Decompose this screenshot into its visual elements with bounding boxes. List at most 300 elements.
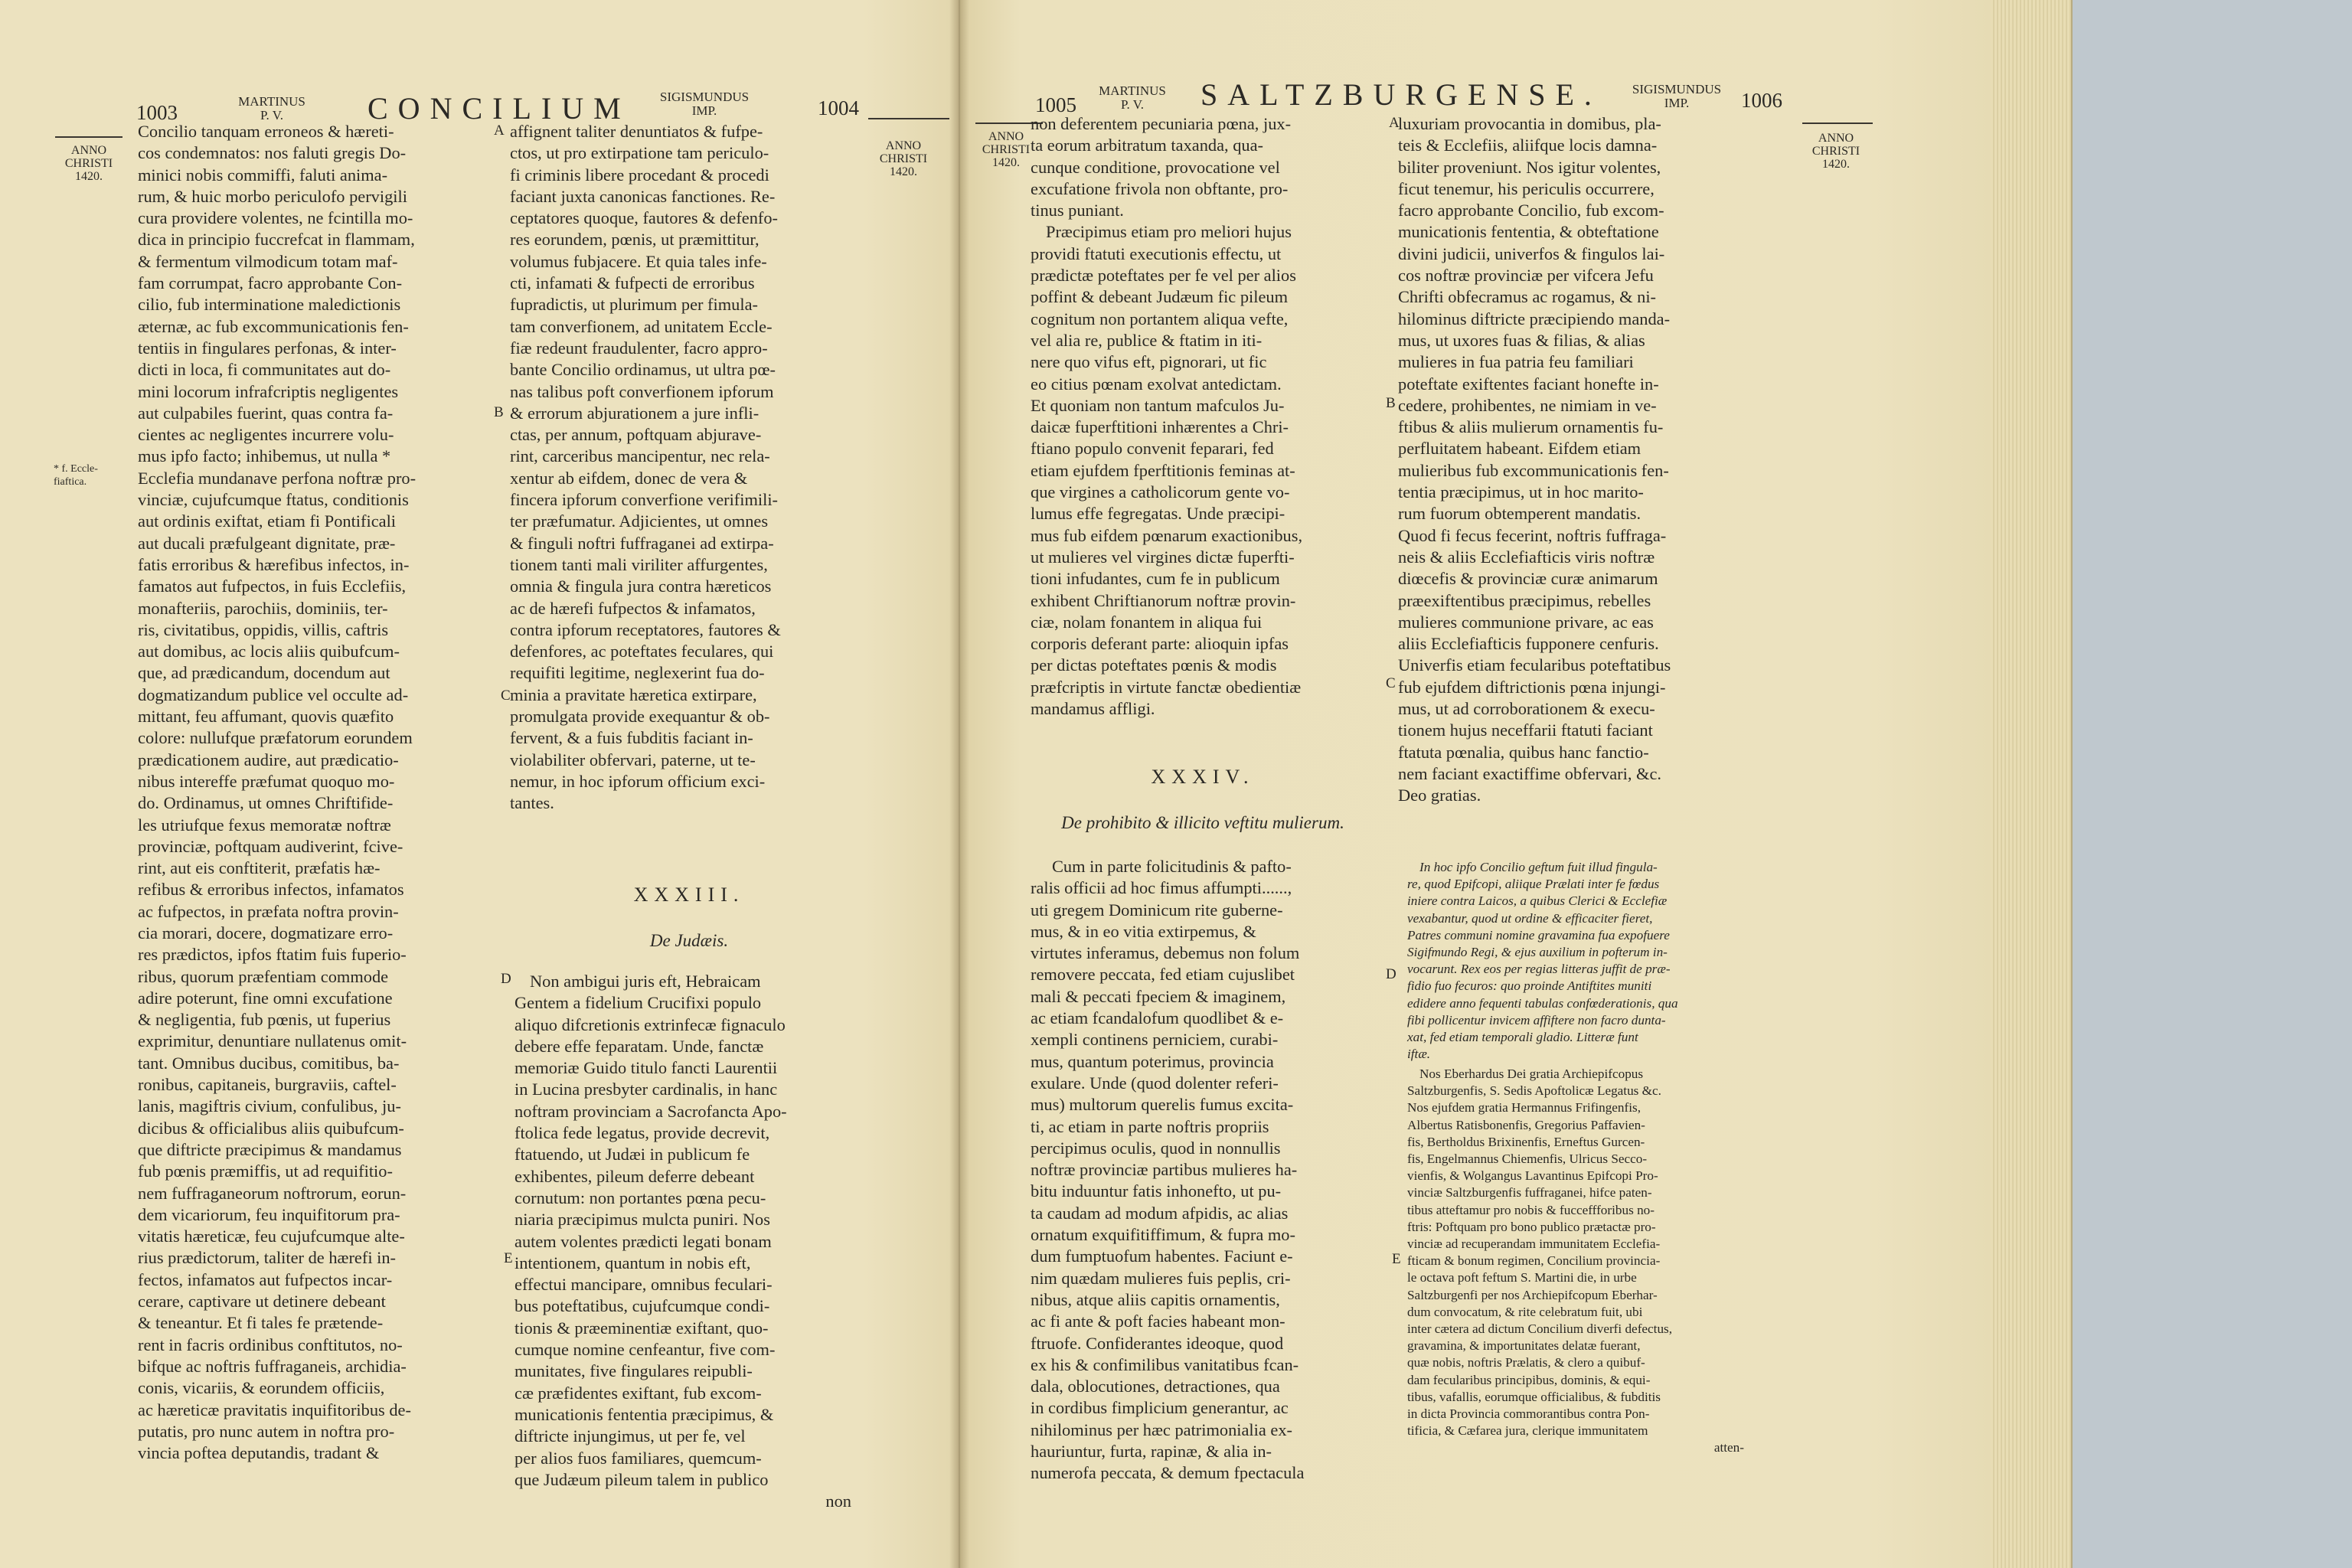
- text-line: bante Concilio ordinamus, ut ultra pœ-: [510, 360, 776, 380]
- margin-letter-c: C: [501, 688, 511, 704]
- text-line: numerofa peccata, & demum fpectacula: [1031, 1463, 1305, 1483]
- text-line: rint, carceribus mancipentur, nec rela-: [510, 446, 770, 466]
- text-line: Præcipimus etiam pro meliori hujus: [1046, 222, 1292, 242]
- text-line: luxuriam provocantia in domibus, pla-: [1398, 114, 1661, 133]
- text-line: mulieres communione privare, ac eas: [1398, 612, 1654, 632]
- text-line: aliquo difcretionis extrinfecæ fignaculo: [514, 1014, 786, 1034]
- text-line: fub ejufdem diftrictionis pœna injungi-: [1398, 677, 1666, 697]
- text-line: nas talibus poft converfionem ipforum: [510, 381, 774, 401]
- text-line: res eorundem, pœnis, ut præmittitur,: [510, 230, 760, 250]
- text-line: nihilominus per hæc patrimonialia ex-: [1031, 1419, 1293, 1439]
- text-line: tentiis in fingulares perfonas, & inter-: [138, 338, 397, 358]
- text-line: fam corrumpat, facro approbante Con-: [138, 273, 403, 293]
- text-line: ac fi ante & poft facies habeant mon-: [1031, 1312, 1285, 1331]
- text-line: exulare. Unde (quod dolenter referi-: [1031, 1073, 1279, 1093]
- right-page-column-1: [1031, 113, 1390, 720]
- pope-title: P. V.: [260, 108, 284, 122]
- text-line: cornutum: non portantes pœna pecu-: [514, 1187, 766, 1207]
- text-line: promulgata provide exequantur & ob-: [510, 707, 770, 727]
- text-line: Albertus Ratisbonenfis, Gregorius Paffavien-: [1407, 1117, 1645, 1132]
- text-line: mus ipfo facto; inhibemus, ut nulla *: [138, 446, 391, 466]
- text-line: monafteriis, parochiis, dominiis, ter-: [138, 598, 388, 618]
- anno-word: ANNO: [885, 139, 922, 152]
- text-line: refibus & erroribus infectos, infamatos: [138, 880, 404, 900]
- text-line: le octava poft feftum S. Martini die, in urbe: [1407, 1270, 1637, 1285]
- text-line: que, ad prædicandum, docendum aut: [138, 663, 390, 683]
- text-line: Saltzburgenfis, S. Sedis Apoftolicæ Legatus &c.: [1407, 1083, 1661, 1099]
- text-line: colore: nullufque præfatorum eorundem: [138, 728, 413, 748]
- text-line: vinciæ Saltzburgenfis fuffraganei, hifce paten-: [1407, 1185, 1652, 1200]
- emperor-title: IMP.: [691, 103, 717, 118]
- text-line: Saltzburgenfi per nos Archiepifcopum Eberhar-: [1407, 1287, 1658, 1302]
- text-line: perfluitatem habeant. Eifdem etiam: [1398, 439, 1642, 459]
- text-line: vienfis, & Wolgangus Lavantinus Epifcopi Pro-: [1407, 1168, 1658, 1184]
- text-line: dum convocatum, & rite celebratum fuit, ubi: [1407, 1304, 1643, 1319]
- text-line: hilominus diftricte præcipiendo manda-: [1398, 309, 1671, 328]
- text-line: que Judæum pileum talem in publico: [514, 1469, 769, 1489]
- text-line: famatos aut fufpectos, in fuis Ecclefiis,: [138, 577, 407, 596]
- text-line: noftram provinciam a Sacrofancta Apo-: [514, 1101, 787, 1121]
- text-line: affignent taliter denuntiatos & fufpe-: [510, 122, 763, 141]
- background-surface: [2073, 0, 2352, 1568]
- text-line: aut domibus, ac locis aliis quibufcum-: [138, 642, 400, 662]
- section-title-de-vestitu: De prohibito & illicito veftitu mulierum.: [1061, 813, 1344, 832]
- emperor-label: [651, 90, 758, 118]
- text-line: quæ nobis, noftris Prælatis, & clero a quibuf-: [1407, 1355, 1645, 1370]
- anno-rule-left: [55, 136, 122, 138]
- text-line: aut ordinis exiftat, etiam fi Pontificali: [138, 511, 397, 531]
- text-line: tionis & præeminentiæ exiftant, quo-: [514, 1318, 769, 1338]
- book-gutter: [949, 0, 969, 1568]
- text-line: fincera ipforum converfione verifimili-: [510, 490, 779, 510]
- text-line: tentia præcipimus, ut in hoc marito-: [1398, 482, 1644, 502]
- text-line: Ecclefia mundanave perfona noftræ pro-: [138, 468, 416, 488]
- text-line: adire poterunt, fine omni excufatione: [138, 988, 393, 1008]
- text-line: tibus, vafallis, eorumque officialibus, & fubditis: [1407, 1389, 1661, 1404]
- text-line: mus fub eifdem pœnarum exactionibus,: [1031, 525, 1303, 545]
- text-line: Nos ejufdem gratia Hermannus Frifingenfis,: [1407, 1100, 1642, 1116]
- margin-note-line: fiaftica.: [54, 476, 87, 488]
- text-line: omnia & fingula jura contra hæreticos: [510, 577, 772, 596]
- text-line: mittant, feu affumant, quovis quæfito: [138, 707, 394, 727]
- running-title-right: SALTZBURGENSE.: [1200, 77, 1602, 112]
- text-line: ftatuta pœnalia, quibus hanc fanctio-: [1398, 742, 1649, 762]
- text-line: In hoc ipfo Concilio geftum fuit illud fingula-: [1419, 860, 1658, 874]
- text-line: mus, ut uxores fuas & filias, & alias: [1398, 330, 1645, 350]
- text-line: ctas, per annum, poftquam abjurave-: [510, 425, 762, 445]
- text-line: biliter proveniunt. Nos igitur volentes,: [1398, 157, 1661, 177]
- text-line: dem vicariorum, feu inquifitorum pra-: [138, 1204, 400, 1224]
- margin-letter-b: B: [494, 404, 504, 420]
- text-line: Concilio tanquam erroneos & hæreti-: [138, 122, 394, 141]
- margin-note-line: * f. Eccle-: [54, 463, 98, 475]
- margin-letter-e: E: [504, 1250, 513, 1266]
- emperor-name: SIGISMUNDUS: [659, 90, 750, 104]
- margin-letter-e: E: [1392, 1251, 1401, 1267]
- text-line: vinciæ, cujufcumque ftatus, conditionis: [138, 490, 409, 510]
- text-line: fibi pollicentur invicem affiftere non facro dunta-: [1407, 1012, 1666, 1027]
- text-line: bitu induuntur fatis inhonefto, ut pu-: [1031, 1181, 1282, 1201]
- text-line: violabiliter obfervari, paterne, ut te-: [510, 750, 756, 769]
- pope-label-right: [1090, 84, 1174, 112]
- text-line: cognitum non portantem aliqua vefte,: [1031, 309, 1289, 328]
- text-line: etiam ejufdem fperftitionis feminas at-: [1031, 460, 1295, 480]
- text-line: lanis, magiftris civium, confulibus, ju-: [138, 1096, 401, 1116]
- left-page-column-1: [138, 121, 498, 1464]
- text-line: atten-: [1713, 1440, 1744, 1455]
- text-line: dala, oblocutiones, detractiones, qua: [1031, 1377, 1280, 1396]
- text-line: lumus effe fegregatas. Unde præcipi-: [1031, 504, 1285, 524]
- text-line: edidere anno fequenti tabulas confœderationis, qua: [1407, 995, 1678, 1011]
- pope-name: MARTINUS: [238, 94, 305, 109]
- emperor-name: SIGISMUNDUS: [1632, 82, 1722, 96]
- anno-year: 1420.: [890, 165, 917, 178]
- text-line: mulieribus fub excommunicationis fen-: [1398, 460, 1669, 480]
- text-line: gravamina, & importunitates delatæ fuerant,: [1407, 1338, 1641, 1354]
- text-line: fub pœnis præmiffis, ut ad requifitio-: [138, 1161, 393, 1181]
- running-title-left: CONCILIUM: [368, 91, 631, 126]
- text-line: cilio, fub interminatione maledictionis: [138, 295, 401, 315]
- text-line: ftruofe. Confiderantes ideoque, quod: [1031, 1333, 1284, 1353]
- text-line: cura providere volentes, ne fcintilla mo-: [138, 208, 413, 228]
- pope-name: MARTINUS: [1099, 83, 1166, 98]
- text-line: rent in facris ordinibus conftitutos, no-: [138, 1334, 403, 1354]
- text-line: minia a pravitate hæretica extirpare,: [510, 684, 757, 704]
- text-line: municationis fententia, & obteftatione: [1398, 222, 1659, 242]
- text-line: fervent, & a fuis fubditis faciant in-: [510, 728, 753, 748]
- text-line: dicibus & officialibus aliis quibufcum-: [138, 1118, 404, 1138]
- text-line: tantes.: [510, 793, 554, 813]
- anno-christi-left: [975, 130, 1037, 169]
- text-line: dogmatizandum publice vel occulte ad-: [138, 684, 409, 704]
- anno-rule-right: [868, 118, 949, 119]
- text-line: les utriufque fexus memoratæ noftræ: [138, 815, 391, 835]
- text-line: mulieres in fua patria feu familiari: [1398, 352, 1634, 372]
- text-line: fatis erroribus & hærefibus infectos, in-: [138, 554, 410, 574]
- text-line: Nos Eberhardus Dei gratia Archiepifcopus: [1419, 1067, 1644, 1081]
- text-line: requifiti legitime, neglexerint fua do-: [510, 663, 765, 683]
- text-line: mus, quantum poterimus, provincia: [1031, 1051, 1274, 1071]
- christi-word: CHRISTI: [879, 152, 928, 165]
- text-line: nibus intereffe præfumat quoquo mo-: [138, 771, 395, 791]
- text-line: fis, Bertholdus Brixinenfis, Erneftus Gurcen-: [1407, 1134, 1645, 1149]
- pope-title: P. V.: [1120, 97, 1145, 112]
- text-line: exhibent Chriftianorum noftræ provin-: [1031, 590, 1296, 610]
- text-line: conis, vicariis, & eorundem officiis,: [138, 1378, 385, 1398]
- text-line: putatis, pro nunc autem in noftra pro-: [138, 1421, 395, 1441]
- text-line: ftiano populo convenit feparari, fed: [1031, 439, 1274, 459]
- text-line: Non ambigui juris eft, Hebraicam: [530, 972, 761, 991]
- text-line: & finguli noftri fuffraganei ad extirpa-: [510, 533, 774, 553]
- text-line: prædicationem audire, aut prædicatio-: [138, 750, 399, 769]
- text-line: rum, & huic morbo periculofo pervigili: [138, 186, 407, 206]
- text-line: ftris: Poftquam pro bono publico prætactæ pro-: [1407, 1219, 1656, 1234]
- text-line: fis, Engelmannus Chiemenfis, Ulricus Secco-: [1407, 1152, 1648, 1167]
- text-line: ex his & confimilibus vanitatibus fcan-: [1031, 1354, 1299, 1374]
- right-page-column-2: [1398, 113, 1766, 807]
- emperor-title: IMP.: [1664, 96, 1690, 110]
- text-line: poteftate exiftentes faciant honefte in-: [1398, 374, 1659, 394]
- text-line: cunque conditione, provocatione vel: [1031, 157, 1280, 177]
- text-line: & fermentum vilmodicum totam maf-: [138, 251, 398, 271]
- text-line: volumus fubjacere. Et quia tales infe-: [510, 251, 767, 271]
- text-line: cos condemnatos: nos faluti gregis Do-: [138, 143, 407, 163]
- text-line: ta caudam ad modum afpidis, ac alias: [1031, 1203, 1289, 1223]
- text-line: ac etiam fcandalofum quodlibet & e-: [1031, 1008, 1284, 1028]
- text-line: fiæ redeunt fraudulenter, facro appro-: [510, 338, 768, 358]
- text-line: faciant juxta canonicas fanctiones. Re-: [510, 186, 776, 206]
- text-line: aut ducali præfulgeant dignitate, præ-: [138, 533, 396, 553]
- text-line: per alios fuos familiares, quemcum-: [514, 1448, 762, 1468]
- anno-year: 1420.: [1822, 158, 1850, 171]
- text-line: tionem tanti mali viriliter affurgentes,: [510, 554, 768, 574]
- text-line: & negligentia, fub pœnis, ut fuperius: [138, 1010, 391, 1030]
- text-line: defenfores, ac poteftates feculares, qui: [510, 642, 774, 662]
- text-line: prædictæ poteftates per fe vel per alios: [1031, 266, 1296, 286]
- text-line: Sigifmundo Regi, & ejus auxilium in pofterum in-: [1407, 945, 1668, 960]
- text-line: fectos, infamatos aut fufpectos incar-: [138, 1269, 393, 1289]
- anno-christi-right: [1805, 132, 1867, 171]
- text-line: fi criminis libere procedant & procedi: [510, 165, 769, 185]
- text-line: exprimitur, denuntiare nullatenus omit-: [138, 1031, 407, 1051]
- text-line: mandamus affligi.: [1031, 699, 1155, 719]
- text-line: ter præfumatur. Adjicientes, ut omnes: [510, 511, 769, 531]
- pope-label: [230, 95, 314, 122]
- text-line: uti gregem Dominicum rite guberne-: [1031, 900, 1283, 920]
- text-line: debere effe feparatam. Unde, fanctæ: [514, 1036, 764, 1056]
- text-line: municationis fententia præcipimus, &: [514, 1404, 774, 1424]
- text-line: fupradictis, ut plurimum per fimula-: [510, 295, 758, 315]
- text-line: dicti in loca, fi communitates aut do-: [138, 360, 391, 380]
- text-line: cæ præfidentes exiftant, fub excom-: [514, 1383, 762, 1403]
- text-line: ti, ac etiam in parte noftris propriis: [1031, 1116, 1269, 1136]
- text-line: tant. Omnibus ducibus, comitibus, ba-: [138, 1053, 400, 1073]
- letter-of-bishops-text: [1407, 1066, 1767, 1457]
- text-line: aliis Ecclefiafticis fupponere cenfuris.: [1398, 634, 1659, 654]
- text-line: re, quod Epifcopi, aliique Prælati inter fe fœdus: [1407, 877, 1660, 892]
- text-line: ceptatores quoque, fautores & defenfo-: [510, 208, 779, 228]
- text-line: ac de hærefi fufpectos & infamatos,: [510, 598, 756, 618]
- text-line: diftricte injungimus, ut per fe, vel: [514, 1426, 746, 1446]
- anno-year: 1420.: [992, 156, 1020, 169]
- text-line: dam fecularibus principibus, dominis, & equi-: [1407, 1372, 1651, 1387]
- text-line: provinciæ, poftquam audiverint, fcive-: [138, 836, 403, 856]
- text-line: virtutes inferamus, debemus non folum: [1031, 943, 1300, 963]
- christi-word: CHRISTI: [982, 143, 1031, 156]
- text-line: bifque ac noftris fuffraganeis, archidia-: [138, 1356, 407, 1376]
- right-page: [959, 0, 1991, 1568]
- margin-letter-a: A: [1389, 115, 1400, 131]
- text-line: ftibus & aliis mulierum ornamentis fu-: [1398, 417, 1664, 437]
- italic-editorial-note: [1407, 859, 1767, 1063]
- text-line: tificia, & Cæfarea jura, clerique immunitatem: [1407, 1423, 1648, 1439]
- text-line: que diftricte præcipimus & mandamus: [138, 1139, 402, 1159]
- text-line: res prædictos, ipfos ftatim fuis fuperio-: [138, 945, 407, 965]
- page-number-1006: 1006: [1741, 89, 1782, 112]
- text-line: fidio fuo fecuros: quo proinde Antiftites muniti: [1407, 978, 1652, 994]
- text-line: minici nobis commiffi, faluti anima-: [138, 165, 388, 185]
- text-line: noftræ provinciæ partibus mulieres ha-: [1031, 1160, 1298, 1180]
- text-line: vexabantur, quod ut ordine & efficaciter fieret,: [1407, 910, 1653, 926]
- text-line: ronibus, capitaneis, burgraviis, caftel-: [138, 1075, 397, 1095]
- text-line: hauriuntur, furta, rapinæ, & alia in-: [1031, 1442, 1272, 1462]
- text-line: xempli continens perniciem, curabi-: [1031, 1030, 1279, 1050]
- text-line: cientes ac negligentes incurrere volu-: [138, 425, 394, 445]
- anno-christi-left: [58, 144, 119, 183]
- text-line: ac fufpectos, in præfata noftra provin-: [138, 901, 399, 921]
- text-line: removere peccata, fed etiam cujuslibet: [1031, 965, 1295, 985]
- text-line: dica in principio fuccrefcat in flammam,: [138, 230, 415, 250]
- text-line: ftatuendo, ut Judæi in publicum fe: [514, 1145, 750, 1165]
- text-line: Gentem a fidelium Crucifixi populo: [514, 993, 762, 1013]
- text-line: eo citius pœnam exolvat antedictam.: [1031, 374, 1282, 394]
- text-line: intentionem, quantum in nobis eft,: [514, 1253, 751, 1272]
- text-line: præfcriptis in virtute fanctæ obedientiæ: [1031, 677, 1302, 697]
- text-line: in dicta Provincia commorantibus contra Pon-: [1407, 1406, 1650, 1422]
- text-line: ctos, ut pro extirpatione tam periculo-: [510, 143, 769, 163]
- text-line: cumque nomine cenfeantur, five com-: [514, 1340, 776, 1360]
- text-line: dum fumptuofum habentes. Faciunt e-: [1031, 1246, 1293, 1266]
- text-line: non: [825, 1491, 851, 1511]
- text-line: tioni infudantes, cum fe in publicum: [1031, 569, 1280, 589]
- page-number-1005: 1005: [1035, 93, 1076, 116]
- text-line: ralis officii ad hoc fimus affumpti......,: [1031, 878, 1292, 898]
- text-line: Univerfis etiam fecularibus poteftatibus: [1398, 655, 1671, 675]
- book-page-edges: [1991, 0, 2073, 1568]
- text-line: ris, civitatibus, oppidis, villis, caftris: [138, 619, 389, 639]
- page-number-1003: 1003: [136, 101, 178, 124]
- text-line: ta eorum arbitratum taxanda, qua-: [1031, 136, 1264, 155]
- text-line: excufatione frivola non obftante, pro-: [1031, 178, 1289, 198]
- text-line: effectui mancipare, omnibus feculari-: [514, 1275, 773, 1295]
- christi-word: CHRISTI: [64, 157, 113, 170]
- page-number-1004: 1004: [818, 96, 859, 119]
- emperor-label-right: [1623, 83, 1730, 110]
- text-line: Cum in parte folicitudinis & pafto-: [1052, 857, 1292, 876]
- text-line: Quod fi fecus fecerint, noftris fuffraga-: [1398, 525, 1667, 545]
- text-line: ac hæreticæ pravitatis inquifitoribus de-: [138, 1400, 411, 1419]
- text-line: mali & peccati fpeciem & imaginem,: [1031, 986, 1286, 1006]
- text-line: mus, ut ad corroborationem & execu-: [1398, 699, 1655, 719]
- text-line: præexiftentibus præcipimus, rebelles: [1398, 590, 1651, 610]
- text-line: vitatis hæreticæ, feu cujufcumque alte-: [138, 1227, 405, 1246]
- margin-letter-b: B: [1386, 395, 1396, 411]
- text-line: & teneantur. Et fi tales fe prætende-: [138, 1313, 384, 1333]
- section-title-de-judaeis: De Judæis.: [649, 931, 729, 950]
- text-line: æternæ, ac fub excommunicationis fen-: [138, 316, 409, 336]
- margin-letter-c: C: [1386, 675, 1396, 691]
- text-line: contra ipforum receptatores, fautores &: [510, 619, 781, 639]
- text-line: teis & Ecclefiis, aliifque locis damna-: [1398, 136, 1658, 155]
- text-line: rint, aut eis conftiterit, præfatis hæ-: [138, 858, 381, 878]
- text-line: rum fuorum obtemperent mandatis.: [1398, 504, 1642, 524]
- right-page-column-1-bottom: [1031, 856, 1390, 1485]
- margin-letter-d: D: [501, 971, 511, 987]
- text-line: daicæ fuperftitioni inhærentes a Chri-: [1031, 417, 1289, 437]
- text-line: corporis deferant parte: alioquin ipfas: [1031, 634, 1289, 654]
- left-page: [0, 0, 959, 1568]
- text-line: nibus, atque aliis capitis ornamentis,: [1031, 1289, 1280, 1309]
- text-line: do. Ordinamus, ut omnes Chriftifide-: [138, 793, 394, 813]
- text-line: inter cætera ad dictum Concilium diverfi defectus,: [1407, 1321, 1673, 1337]
- text-line: vocarunt. Rex eos per regias litteras juffit de præ-: [1407, 962, 1671, 977]
- text-line: nemur, in hoc ipforum officium exci-: [510, 771, 766, 791]
- text-line: que virgines a catholicorum gente vo-: [1031, 482, 1290, 502]
- text-line: nem faciant exactiffime obfervari, &c.: [1398, 763, 1661, 783]
- text-line: vincia poftea deputandis, tradant &: [138, 1443, 380, 1463]
- text-line: bus poteftatibus, cujufcumque condi-: [514, 1296, 770, 1316]
- text-line: iftæ.: [1407, 1047, 1431, 1062]
- text-line: non deferentem pecuniaria pœna, jux-: [1031, 114, 1292, 133]
- text-line: & errorum abjurationem a jure infli-: [510, 403, 760, 423]
- text-line: tam converfionem, ad unitatem Eccle-: [510, 316, 773, 336]
- text-line: rius prædictorum, taliter de hærefi in-: [138, 1248, 397, 1268]
- section-heading-33: XXXIII.: [633, 884, 745, 906]
- text-line: cia morari, docere, dogmatizare erro-: [138, 923, 394, 942]
- anno-christi-right: [873, 139, 934, 178]
- margin-letter-a: A: [494, 122, 505, 139]
- text-line: cerare, captivare ut detinere debeant: [138, 1292, 386, 1312]
- margin-note-ecclesiastica: [54, 462, 115, 488]
- text-line: facro approbante Concilio, fub excom-: [1398, 201, 1664, 220]
- anno-word: ANNO: [1818, 132, 1854, 145]
- text-line: nem fuffraganeorum noftrorum, eorun-: [138, 1183, 407, 1203]
- text-line: mini locorum infrafcriptis negligentes: [138, 381, 399, 401]
- anno-year: 1420.: [75, 170, 103, 183]
- text-line: percipimus oculis, quod in nonnullis: [1031, 1138, 1281, 1158]
- text-line: providi ftatuti executionis effectu, ut: [1031, 243, 1282, 263]
- text-line: iniere contra Laicos, a quibus Clerici & Ecclefiæ: [1407, 893, 1668, 909]
- anno-word: ANNO: [70, 144, 107, 157]
- text-line: neis & aliis Ecclefiafticis viris noftræ: [1398, 547, 1655, 567]
- text-line: memoriæ Guido titulo fancti Laurentii: [514, 1058, 778, 1078]
- text-line: vel alia re, publice & ftatim in iti-: [1031, 330, 1263, 350]
- text-line: vinciæ ad recuperandam immunitatem Ecclefia-: [1407, 1236, 1661, 1252]
- christi-word: CHRISTI: [1811, 145, 1860, 158]
- text-line: autem volentes prædicti legati bonam: [514, 1231, 772, 1251]
- text-line: ut mulieres vel virgines dictæ fuperfti-: [1031, 547, 1295, 567]
- left-page-column-2: [510, 121, 870, 815]
- margin-letter-d: D: [1386, 966, 1396, 982]
- text-line: ficut tenemur, his periculis occurrere,: [1398, 178, 1655, 198]
- text-line: niaria præcipimus mulcta puniri. Nos: [514, 1210, 770, 1230]
- text-line: Chrifti obfecramus ac rogamus, & ni-: [1398, 287, 1657, 307]
- text-line: fticam & bonum regimen, Concilium provincia-: [1407, 1253, 1661, 1269]
- text-line: cti, infamati & fufpecti de erroribus: [510, 273, 755, 293]
- text-line: ciæ, nolam fonantem in aliqua fui: [1031, 612, 1263, 632]
- text-line: diœcefis & provinciæ curæ animarum: [1398, 569, 1658, 589]
- text-line: Deo gratias.: [1398, 786, 1481, 805]
- text-line: xat, fed etiam temporali gladio. Litteræ funt: [1407, 1030, 1638, 1045]
- text-line: cos noftræ provinciæ per vifcera Jefu: [1398, 266, 1654, 286]
- text-line: tinus puniant.: [1031, 201, 1124, 220]
- text-line: mus, & in eo vitia extirpemus, &: [1031, 921, 1256, 941]
- text-line: Et quoniam non tantum mafculos Ju-: [1031, 395, 1285, 415]
- anno-word: ANNO: [988, 130, 1024, 143]
- text-line: in cordibus fimplicium generantur, ac: [1031, 1398, 1289, 1418]
- text-line: divini judicii, univerfos & fingulos lai-: [1398, 243, 1665, 263]
- text-line: nim quædam mulieres fuis peplis, cri-: [1031, 1268, 1291, 1288]
- text-line: exhibentes, pileum deferre debeant: [514, 1166, 755, 1186]
- anno-rule-right: [1802, 122, 1873, 124]
- text-line: ornatum exquifitiffimum, & fupra mo-: [1031, 1225, 1295, 1245]
- text-line: Patres communi nomine gravamina fua expofuere: [1407, 927, 1670, 942]
- text-line: in Lucina presbyter cardinalis, in hanc: [514, 1080, 778, 1099]
- text-line: ftolica fede legatus, provide decrevit,: [514, 1123, 770, 1143]
- text-line: munitates, five fingulares reipubli-: [514, 1361, 753, 1381]
- text-line: nere quo vifus eft, pignorari, ut fic: [1031, 352, 1267, 372]
- text-line: ribus, quorum præfentiam commode: [138, 966, 389, 986]
